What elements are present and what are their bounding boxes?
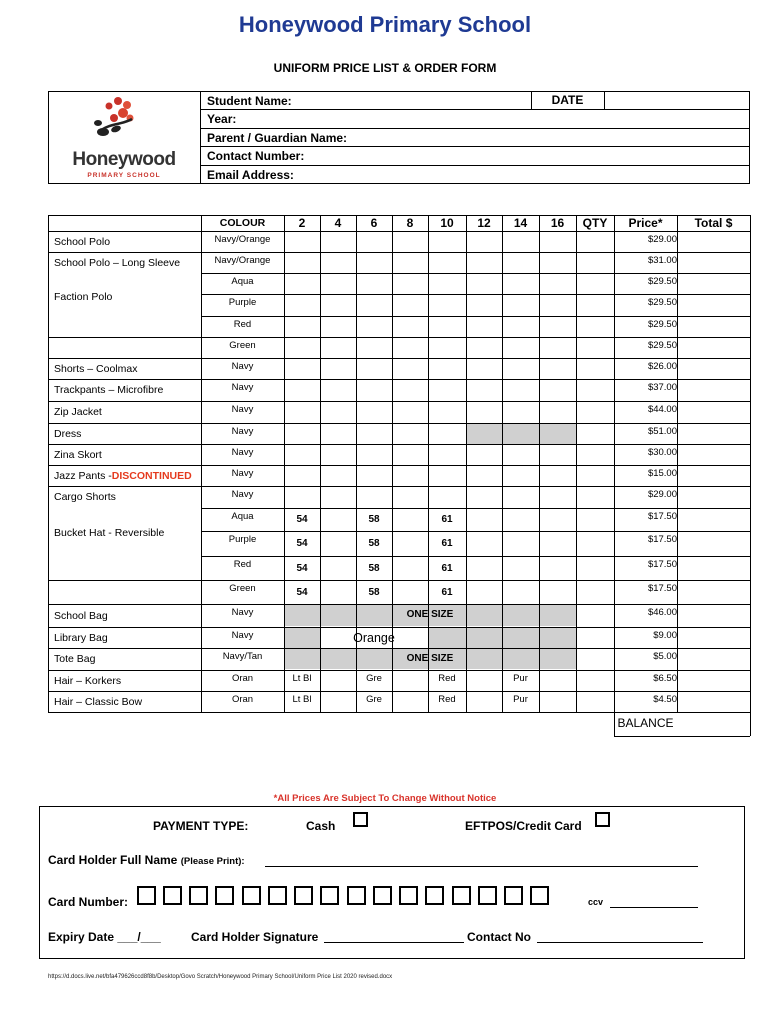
total-input[interactable] <box>678 445 750 465</box>
card-digit-box[interactable] <box>373 886 392 905</box>
page-title: Honeywood Primary School <box>238 12 532 37</box>
card-digit-box[interactable] <box>294 886 313 905</box>
item-name <box>48 691 207 712</box>
colour-cell: Green <box>229 339 256 351</box>
size-cell: 58 <box>368 514 380 525</box>
colour-option: Red <box>438 673 456 684</box>
qty-input[interactable] <box>577 671 614 691</box>
total-input[interactable] <box>678 359 750 379</box>
column-header: Price* <box>628 216 663 230</box>
price-cell: $17.50 <box>647 533 677 545</box>
item-name <box>48 401 207 423</box>
price-cell: $31.00 <box>647 254 677 266</box>
total-input[interactable] <box>678 274 750 294</box>
card-digit-box[interactable] <box>163 886 182 905</box>
payment-type-label: PAYMENT TYPE: <box>153 819 249 833</box>
qty-input[interactable] <box>577 445 614 465</box>
qty-input[interactable] <box>577 581 614 604</box>
colour-cell: Oran <box>231 672 254 684</box>
item-name <box>48 508 207 558</box>
card-holder-name-label: Card Holder Full Name <box>48 853 178 867</box>
signature-label: Card Holder Signature <box>191 930 319 944</box>
total-input[interactable] <box>678 253 750 273</box>
colour-cell: Navy <box>231 360 254 372</box>
balance-total-input[interactable] <box>678 713 750 736</box>
qty-input[interactable] <box>577 605 614 627</box>
card-digit-box[interactable] <box>478 886 497 905</box>
colour-option: Gre <box>366 673 382 684</box>
qty-input[interactable] <box>577 466 614 486</box>
column-header: 12 <box>477 216 491 230</box>
total-input[interactable] <box>678 466 750 486</box>
expiry-date-field[interactable]: Expiry Date ___/___ <box>48 930 161 944</box>
card-digit-box[interactable] <box>504 886 523 905</box>
total-input[interactable] <box>678 532 750 556</box>
colour-cell: Navy <box>231 381 254 393</box>
price-cell: $29.50 <box>647 339 677 351</box>
column-header: 10 <box>440 216 454 230</box>
colour-cell: Navy <box>231 606 254 618</box>
cash-label: Cash <box>306 819 336 833</box>
card-digit-box[interactable] <box>137 886 156 905</box>
colour-cell: Green <box>229 582 256 594</box>
divider <box>201 109 750 110</box>
school-logo <box>48 91 201 184</box>
qty-input[interactable] <box>577 317 614 337</box>
divider <box>201 128 750 129</box>
size-cell: 54 <box>296 586 308 598</box>
total-input[interactable] <box>678 581 750 604</box>
price-cell: $4.50 <box>653 693 677 705</box>
table-row-line <box>614 736 750 737</box>
price-cell: $9.00 <box>653 629 677 641</box>
total-input[interactable] <box>678 557 750 580</box>
date-field[interactable] <box>605 92 749 109</box>
item-label: Hair – Korkers <box>54 674 122 687</box>
date-label: DATE <box>551 93 584 107</box>
total-input[interactable] <box>678 487 750 508</box>
size-cell: 61 <box>441 538 453 549</box>
price-cell: $15.00 <box>647 467 677 479</box>
card-holder-label <box>48 853 245 867</box>
qty-input[interactable] <box>577 424 614 444</box>
card-digit-box[interactable] <box>189 886 208 905</box>
student-name-field[interactable]: Student Name: <box>207 94 292 108</box>
qty-input[interactable] <box>577 509 614 531</box>
colour-option: Pur <box>513 673 528 684</box>
divider <box>201 146 750 147</box>
total-input[interactable] <box>678 628 750 648</box>
item-name <box>48 627 207 648</box>
qty-input[interactable] <box>577 557 614 580</box>
column-header: 2 <box>298 216 306 230</box>
qty-input[interactable] <box>577 692 614 712</box>
card-digit-box[interactable] <box>399 886 418 905</box>
price-cell: $29.00 <box>647 488 677 500</box>
column-header: 14 <box>513 216 528 230</box>
colour-cell: Navy/Tan <box>222 650 263 662</box>
price-cell: $29.50 <box>647 318 677 330</box>
table-col-line <box>750 215 751 712</box>
colour-cell: Navy <box>231 446 254 458</box>
size-cell: 61 <box>441 514 453 525</box>
item-label: Zina Skort <box>54 448 102 461</box>
item-name <box>48 465 207 486</box>
item-label: School Bag <box>54 609 108 622</box>
balance-label: BALANCE <box>617 716 674 730</box>
price-notice: *All Prices Are Subject To Change Without Notice <box>273 793 497 804</box>
item-label: Library Bag <box>54 631 108 644</box>
item-label: Tote Bag <box>54 653 96 665</box>
column-header: 4 <box>334 216 342 230</box>
total-input[interactable] <box>678 424 750 444</box>
item-label: Jazz Pants - <box>54 469 112 482</box>
price-cell: $26.00 <box>647 360 677 372</box>
eftpos-checkbox[interactable] <box>595 812 610 827</box>
item-name <box>48 670 207 691</box>
column-header: 6 <box>370 216 378 230</box>
colour-cell: Navy/Orange <box>214 254 271 266</box>
contact-no-label: Contact No <box>467 930 531 944</box>
column-header: QTY <box>582 216 608 230</box>
total-input[interactable] <box>678 671 750 691</box>
item-label: School Polo – Long Sleeve <box>54 256 181 269</box>
card-holder-hint: (Please Print): <box>180 856 245 867</box>
item-name <box>48 486 207 508</box>
year-field[interactable]: Year: <box>207 112 237 126</box>
item-name <box>48 252 207 273</box>
colour-cell: Navy <box>231 488 254 500</box>
column-header: COLOUR <box>219 217 266 229</box>
price-cell: $29.50 <box>647 275 677 287</box>
card-digit-box[interactable] <box>242 886 261 905</box>
item-name <box>48 604 207 627</box>
card-digit-box[interactable] <box>347 886 366 905</box>
total-input[interactable] <box>678 338 750 358</box>
item-name <box>48 444 207 465</box>
qty-input[interactable] <box>577 359 614 379</box>
ccv-label: ccv <box>588 897 604 907</box>
item-label: Shorts – Coolmax <box>54 362 138 375</box>
item-label: School Polo <box>54 235 111 248</box>
price-cell: $17.50 <box>647 510 677 522</box>
email-field[interactable]: Email Address: <box>207 168 294 182</box>
total-input[interactable] <box>678 380 750 401</box>
table-col-line <box>428 215 429 712</box>
item-label: Cargo Shorts <box>54 491 116 503</box>
logo-tagline: PRIMARY SCHOOL <box>87 172 161 179</box>
form-subtitle: UNIFORM PRICE LIST & ORDER FORM <box>273 61 497 75</box>
table-col-line <box>750 712 751 736</box>
colour-cell: Purple <box>228 296 257 308</box>
qty-input[interactable] <box>577 274 614 294</box>
qty-input[interactable] <box>577 232 614 252</box>
price-cell: $6.50 <box>653 672 677 684</box>
file-path: https://d.docs.live.net/bfa479626ccd8f8b/Desktop/Govo Scratch/Honeywood Primary School/Uniform Price List 2020 revised.docx <box>48 974 393 980</box>
colour-cell: Navy <box>231 425 254 437</box>
colour-cell: Navy <box>231 467 254 479</box>
divider <box>201 165 750 166</box>
card-number-label: Card Number: <box>48 895 129 909</box>
item-name <box>48 379 207 401</box>
one-size-label: ONE SIZE <box>406 653 454 664</box>
logo-wordmark: Honeywood <box>72 149 176 170</box>
column-header: 16 <box>550 216 565 230</box>
qty-input[interactable] <box>577 649 614 670</box>
qty-input[interactable] <box>577 295 614 316</box>
cash-checkbox[interactable] <box>353 812 368 827</box>
colour-cell: Purple <box>228 533 257 545</box>
qty-input[interactable] <box>577 628 614 648</box>
column-header: Total $ <box>694 216 733 230</box>
colour-cell: Navy <box>231 629 254 641</box>
price-cell: $30.00 <box>647 446 677 458</box>
item-label: Zip Jacket <box>54 406 102 418</box>
qty-input[interactable] <box>577 402 614 423</box>
unavailable-size <box>284 627 320 648</box>
size-cell: 54 <box>296 562 308 574</box>
table-col-line <box>466 215 467 712</box>
price-cell: $29.50 <box>647 296 677 308</box>
total-input[interactable] <box>678 295 750 316</box>
price-cell: $37.00 <box>647 381 677 393</box>
eftpos-label: EFTPOS/Credit Card <box>465 819 582 833</box>
colour-cell: Navy/Orange <box>214 233 271 245</box>
discontinued-label: DISCONTINUED <box>111 469 192 482</box>
total-input[interactable] <box>678 402 750 423</box>
card-digit-box[interactable] <box>530 886 549 905</box>
item-label: Bucket Hat - Reversible <box>54 527 165 539</box>
item-label: Trackpants – Microfibre <box>54 384 164 396</box>
colour-option: Gre <box>366 694 382 705</box>
table-col-line <box>539 215 540 712</box>
item-name <box>48 423 207 444</box>
contact-number-field[interactable]: Contact Number: <box>207 149 305 163</box>
price-cell: $46.00 <box>647 606 677 618</box>
colour-cell: Red <box>233 558 252 570</box>
price-cell: $17.50 <box>647 582 677 594</box>
unavailable-sizes <box>466 423 576 444</box>
price-cell: $17.50 <box>647 558 677 570</box>
price-cell: $5.00 <box>653 650 677 662</box>
total-input[interactable] <box>678 232 750 252</box>
one-size-label: ONE SIZE <box>406 608 454 620</box>
size-cell: 58 <box>368 538 380 549</box>
qty-input[interactable] <box>577 338 614 358</box>
qty-input[interactable] <box>577 532 614 556</box>
size-cell: 54 <box>296 538 308 549</box>
card-digit-box[interactable] <box>320 886 339 905</box>
price-cell: $51.00 <box>647 425 677 437</box>
colour-cell: Red <box>233 318 252 330</box>
colour-cell: Oran <box>231 693 254 705</box>
table-col-line <box>284 215 285 712</box>
colour-option: Red <box>438 694 456 705</box>
card-digit-box[interactable] <box>268 886 287 905</box>
orange-label: Orange <box>353 630 395 645</box>
qty-input[interactable] <box>577 253 614 273</box>
item-label: Hair – Classic Bow <box>54 695 143 708</box>
card-digit-box[interactable] <box>215 886 234 905</box>
contact-no-field[interactable] <box>537 942 703 943</box>
price-cell: $29.00 <box>647 233 677 245</box>
colour-cell: Aqua <box>231 510 254 522</box>
item-name <box>48 648 207 670</box>
ccv-field[interactable] <box>610 907 698 908</box>
column-header: 8 <box>406 216 414 230</box>
qty-input[interactable] <box>577 487 614 508</box>
size-cell: 61 <box>441 562 453 574</box>
size-cell: 58 <box>368 562 380 574</box>
item-name <box>48 273 207 321</box>
qty-input[interactable] <box>577 380 614 401</box>
size-cell: 61 <box>441 586 453 598</box>
size-cell: 54 <box>296 514 308 525</box>
item-name <box>48 231 207 252</box>
total-input[interactable] <box>678 649 750 670</box>
total-input[interactable] <box>678 692 750 712</box>
colour-option: Pur <box>513 694 528 705</box>
item-label: Faction Polo <box>54 291 113 303</box>
signature-field[interactable] <box>324 942 464 943</box>
price-cell: $44.00 <box>647 403 677 415</box>
item-name <box>48 358 207 379</box>
card-holder-name-field[interactable] <box>265 866 698 867</box>
colour-option: Lt Bl <box>292 694 312 705</box>
table-col-line <box>502 215 503 712</box>
parent-name-field[interactable]: Parent / Guardian Name: <box>207 131 348 145</box>
total-input[interactable] <box>678 317 750 337</box>
colour-option: Lt Bl <box>292 673 312 684</box>
size-cell: 58 <box>368 586 380 598</box>
total-input[interactable] <box>678 509 750 531</box>
colour-cell: Navy <box>231 403 254 415</box>
item-label: Dress <box>54 427 82 440</box>
card-digit-box[interactable] <box>452 886 471 905</box>
card-digit-box[interactable] <box>425 886 444 905</box>
total-input[interactable] <box>678 605 750 627</box>
colour-cell: Aqua <box>231 275 254 287</box>
